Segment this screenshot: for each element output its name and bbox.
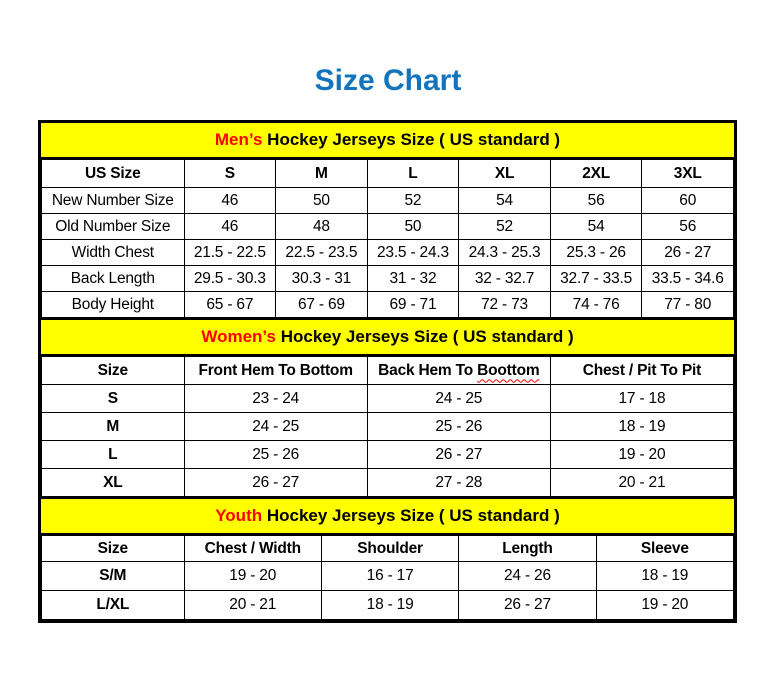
mens-size-table bbox=[41, 159, 734, 318]
table-row bbox=[42, 292, 734, 318]
size-cell: 29.5 - 30.3 bbox=[184, 266, 276, 292]
column-header: Size bbox=[42, 357, 185, 385]
size-chart-container bbox=[38, 120, 737, 623]
row-label: S/M bbox=[42, 562, 185, 591]
size-cell: 46 bbox=[184, 214, 276, 240]
column-header: Shoulder bbox=[321, 536, 458, 562]
size-cell: 32 - 32.7 bbox=[459, 266, 551, 292]
size-cell: 26 - 27 bbox=[642, 240, 734, 266]
size-cell: 18 - 19 bbox=[596, 562, 733, 591]
womens-heading-text: Hockey Jerseys Size ( US standard ) bbox=[280, 327, 574, 346]
size-cell: 50 bbox=[367, 214, 459, 240]
row-label: M bbox=[42, 413, 185, 441]
size-cell: 23 - 24 bbox=[184, 385, 367, 413]
size-cell: 52 bbox=[367, 188, 459, 214]
size-cell: 54 bbox=[459, 188, 551, 214]
size-cell: 67 - 69 bbox=[276, 292, 368, 318]
size-cell: 26 - 27 bbox=[459, 591, 596, 620]
column-header-text: Back Hem To bbox=[378, 361, 474, 379]
size-cell: 72 - 73 bbox=[459, 292, 551, 318]
column-header: Sleeve bbox=[596, 536, 733, 562]
table-row bbox=[42, 413, 734, 441]
size-cell: 23.5 - 24.3 bbox=[367, 240, 459, 266]
column-header: 3XL bbox=[642, 160, 734, 188]
size-cell: 31 - 32 bbox=[367, 266, 459, 292]
size-cell: 26 - 27 bbox=[367, 441, 550, 469]
table-row bbox=[42, 385, 734, 413]
size-cell: 25.3 - 26 bbox=[550, 240, 642, 266]
size-cell: 18 - 19 bbox=[321, 591, 458, 620]
size-cell: 33.5 - 34.6 bbox=[642, 266, 734, 292]
table-row bbox=[42, 188, 734, 214]
size-cell: 60 bbox=[642, 188, 734, 214]
row-label: Back Length bbox=[42, 266, 185, 292]
row-label: S bbox=[42, 385, 185, 413]
size-cell: 32.7 - 33.5 bbox=[550, 266, 642, 292]
mens-section-heading bbox=[41, 123, 734, 159]
misspelled-word: Boottom bbox=[477, 361, 540, 379]
column-header: S bbox=[184, 160, 276, 188]
column-header: Chest / Width bbox=[184, 536, 321, 562]
size-cell: 24 - 25 bbox=[367, 385, 550, 413]
column-header bbox=[367, 357, 550, 385]
womens-section-heading bbox=[41, 318, 734, 356]
size-cell: 48 bbox=[276, 214, 368, 240]
mens-heading-accent: Men’s bbox=[214, 130, 263, 149]
size-cell: 77 - 80 bbox=[642, 292, 734, 318]
column-header: Size bbox=[42, 536, 185, 562]
column-header: 2XL bbox=[550, 160, 642, 188]
row-label: Old Number Size bbox=[42, 214, 185, 240]
row-label: XL bbox=[42, 469, 185, 497]
size-cell: 56 bbox=[642, 214, 734, 240]
column-header: US Size bbox=[42, 160, 185, 188]
size-cell: 24 - 25 bbox=[184, 413, 367, 441]
table-row bbox=[42, 562, 734, 591]
womens-heading-accent: Women’s bbox=[201, 327, 276, 346]
size-cell: 20 - 21 bbox=[550, 469, 733, 497]
column-header: M bbox=[276, 160, 368, 188]
youth-heading-accent: Youth bbox=[215, 506, 263, 525]
table-row bbox=[42, 469, 734, 497]
table-row bbox=[42, 266, 734, 292]
size-cell: 17 - 18 bbox=[550, 385, 733, 413]
size-cell: 16 - 17 bbox=[321, 562, 458, 591]
size-cell: 19 - 20 bbox=[596, 591, 733, 620]
size-cell: 24 - 26 bbox=[459, 562, 596, 591]
column-header: Length bbox=[459, 536, 596, 562]
page-title: Size Chart bbox=[314, 64, 462, 97]
youth-size-table bbox=[41, 535, 734, 620]
table-row bbox=[42, 214, 734, 240]
row-label: New Number Size bbox=[42, 188, 185, 214]
column-header: Front Hem To Bottom bbox=[184, 357, 367, 385]
row-label: L/XL bbox=[42, 591, 185, 620]
size-cell: 25 - 26 bbox=[367, 413, 550, 441]
size-cell: 19 - 20 bbox=[184, 562, 321, 591]
row-label: Body Height bbox=[42, 292, 185, 318]
size-cell: 46 bbox=[184, 188, 276, 214]
mens-heading-text: Hockey Jerseys Size ( US standard ) bbox=[267, 130, 561, 149]
youth-heading-text: Hockey Jerseys Size ( US standard ) bbox=[266, 506, 560, 525]
size-cell: 50 bbox=[276, 188, 368, 214]
mens-header-row bbox=[42, 160, 734, 188]
size-cell: 65 - 67 bbox=[184, 292, 276, 318]
size-cell: 74 - 76 bbox=[550, 292, 642, 318]
size-cell: 69 - 71 bbox=[367, 292, 459, 318]
size-cell: 24.3 - 25.3 bbox=[459, 240, 551, 266]
size-cell: 26 - 27 bbox=[184, 469, 367, 497]
youth-section-heading bbox=[41, 497, 734, 535]
size-cell: 56 bbox=[550, 188, 642, 214]
column-header: Chest / Pit To Pit bbox=[550, 357, 733, 385]
size-cell: 18 - 19 bbox=[550, 413, 733, 441]
table-row bbox=[42, 240, 734, 266]
column-header: XL bbox=[459, 160, 551, 188]
column-header: L bbox=[367, 160, 459, 188]
youth-header-row bbox=[42, 536, 734, 562]
size-cell: 25 - 26 bbox=[184, 441, 367, 469]
table-row bbox=[42, 591, 734, 620]
size-cell: 20 - 21 bbox=[184, 591, 321, 620]
table-row bbox=[42, 441, 734, 469]
row-label: Width Chest bbox=[42, 240, 185, 266]
womens-size-table bbox=[41, 356, 734, 497]
size-cell: 30.3 - 31 bbox=[276, 266, 368, 292]
size-cell: 22.5 - 23.5 bbox=[276, 240, 368, 266]
row-label: L bbox=[42, 441, 185, 469]
size-cell: 54 bbox=[550, 214, 642, 240]
size-cell: 52 bbox=[459, 214, 551, 240]
size-cell: 19 - 20 bbox=[550, 441, 733, 469]
womens-header-row bbox=[42, 357, 734, 385]
size-cell: 27 - 28 bbox=[367, 469, 550, 497]
size-cell: 21.5 - 22.5 bbox=[184, 240, 276, 266]
